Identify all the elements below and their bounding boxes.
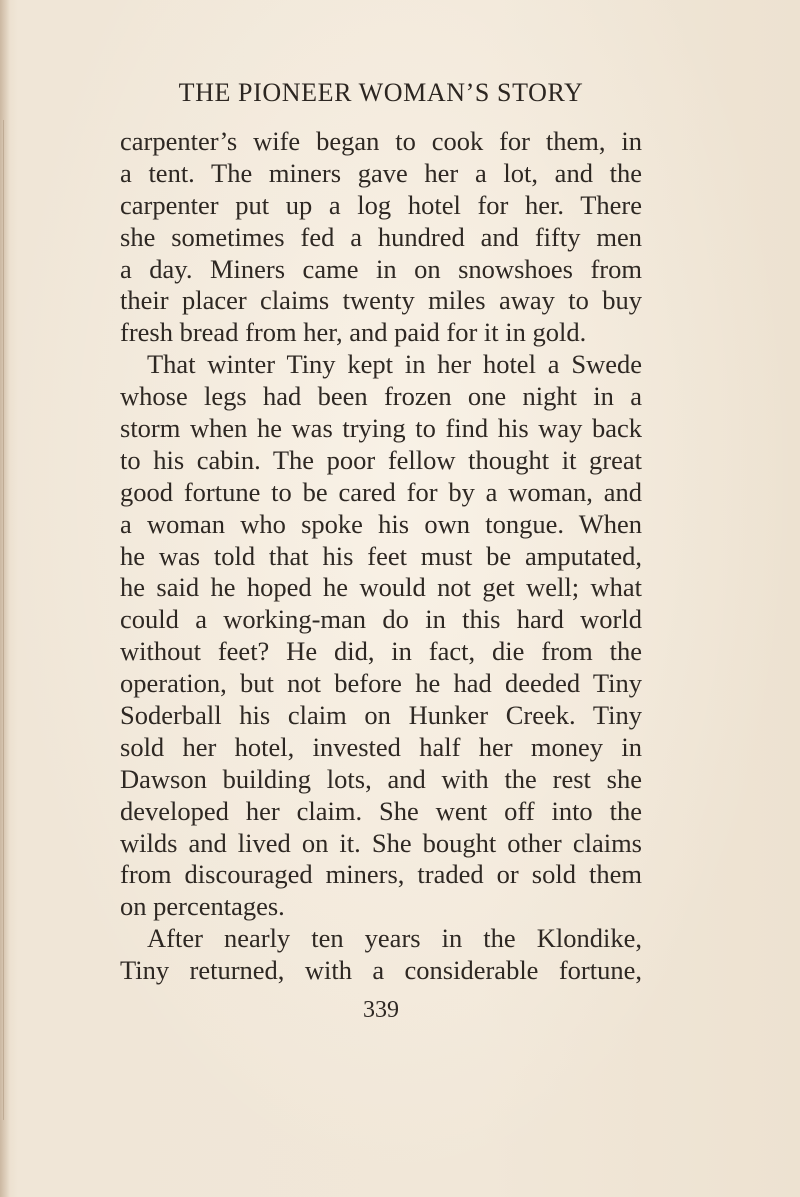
text-line: good fortune to be cared for by a woman, and bbox=[120, 476, 642, 507]
text-line: he was told that his feet must be amputated, bbox=[120, 540, 642, 571]
text-line: she sometimes fed a hundred and fifty men bbox=[120, 221, 642, 252]
body-text bbox=[120, 126, 642, 987]
text-line: carpenter put up a log hotel for her. There bbox=[120, 189, 642, 220]
text-line: Tiny returned, with a considerable fortune, bbox=[120, 955, 642, 986]
text-line: a woman who spoke his own tongue. When bbox=[120, 508, 642, 539]
text-line: a day. Miners came in on snowshoes from bbox=[120, 253, 642, 284]
page-gutter-line bbox=[3, 120, 4, 1120]
page-gutter-shadow bbox=[0, 0, 10, 1197]
text-line: storm when he was trying to find his way back bbox=[120, 413, 642, 444]
text-line: could a working-man do in this hard world bbox=[120, 604, 642, 635]
paragraph-start-line: After nearly ten years in the Klondike, bbox=[147, 923, 642, 954]
paragraph-start-line: That winter Tiny kept in her hotel a Swede bbox=[147, 349, 642, 380]
text-line: developed her claim. She went off into the bbox=[120, 795, 642, 826]
text-line: Dawson building lots, and with the rest she bbox=[120, 763, 642, 794]
text-line: from discouraged miners, traded or sold them bbox=[120, 859, 642, 890]
text-line: on percentages. bbox=[120, 891, 285, 922]
text-line: he said he hoped he would not get well; what bbox=[120, 572, 642, 603]
text-line: without feet? He did, in fact, die from the bbox=[120, 636, 642, 667]
text-line: wilds and lived on it. She bought other claims bbox=[120, 827, 642, 858]
page-number: 339 bbox=[363, 997, 399, 1023]
text-line: carpenter’s wife began to cook for them, in bbox=[120, 126, 642, 156]
text-line: operation, but not before he had deeded Tiny bbox=[120, 668, 642, 699]
text-line: whose legs had been frozen one night in a bbox=[120, 381, 642, 412]
text-line: fresh bread from her, and paid for it in gold. bbox=[120, 317, 587, 348]
text-line: their placer claims twenty miles away to buy bbox=[120, 285, 642, 316]
text-line: a tent. The miners gave her a lot, and the bbox=[120, 157, 642, 188]
text-line: Soderball his claim on Hunker Creek. Tiny bbox=[120, 700, 642, 731]
text-line: sold her hotel, invested half her money in bbox=[120, 731, 642, 762]
running-header: THE PIONEER WOMAN’S STORY bbox=[178, 78, 584, 107]
text-line: to his cabin. The poor fellow thought it great bbox=[120, 444, 642, 475]
